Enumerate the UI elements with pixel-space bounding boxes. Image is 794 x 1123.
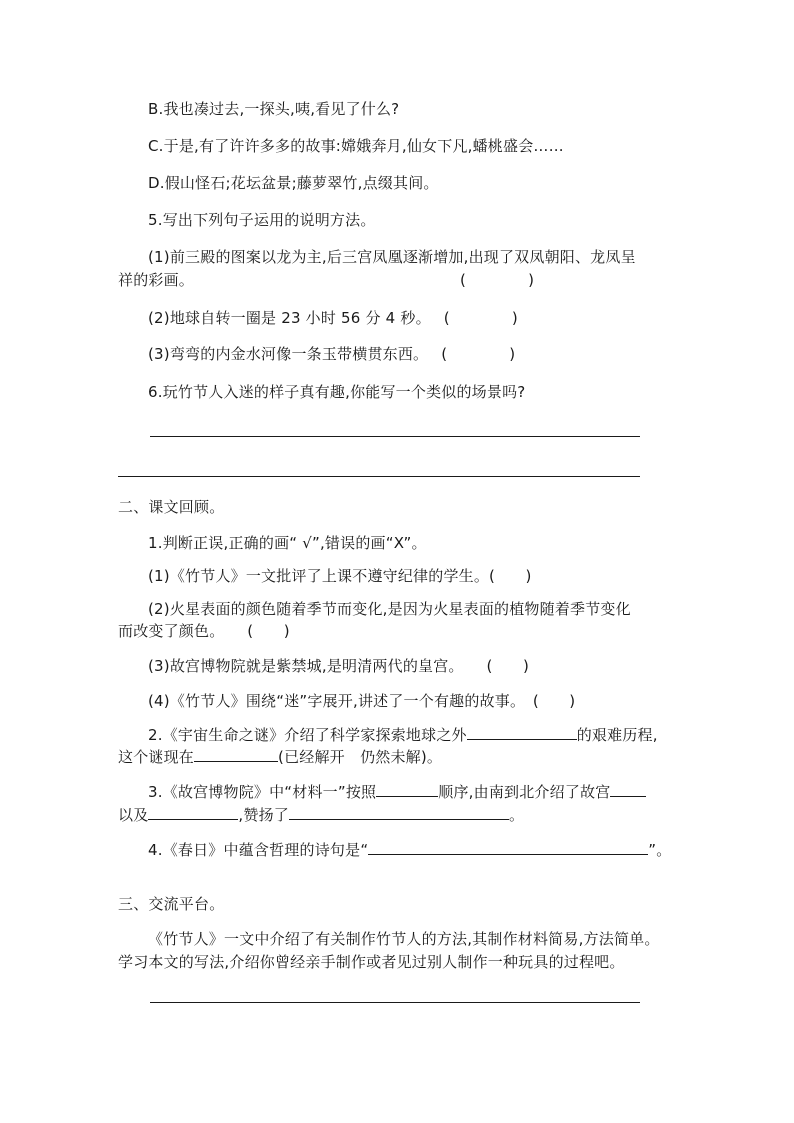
q6-answer-line-1[interactable] <box>150 436 640 437</box>
s2-q3-blank-2[interactable] <box>610 781 646 797</box>
s2-q1-item4: (4)《竹节人》围绕“迷”字展开,讲述了一个有趣的故事。 ( ) <box>148 692 576 710</box>
option-b: B.我也凑过去,一探头,咦,看见了什么? <box>148 100 400 118</box>
s2-q3-line1 <box>148 781 646 802</box>
s2-q3-text-e: 。 <box>508 806 525 824</box>
bracket-close: ) <box>511 309 518 327</box>
s2-q1-item1: (1)《竹节人》一文批评了上课不遵守纪律的学生。( ) <box>148 567 532 585</box>
q5-prompt: 5.写出下列句子运用的说明方法。 <box>148 211 376 229</box>
q5-item2-answer-bracket[interactable] <box>444 309 518 327</box>
s3-answer-line[interactable] <box>150 1002 640 1003</box>
bracket-close: ) <box>528 271 535 289</box>
s2-q2-line2 <box>118 746 442 767</box>
q5-item1-answer-bracket[interactable] <box>460 270 534 290</box>
s2-q3-text-b: 顺序,由南到北介绍了故宫 <box>438 783 611 801</box>
q5-item3-answer-bracket[interactable] <box>441 345 515 363</box>
s2-q2-text-a: 2.《宇宙生命之谜》介绍了科学家探索地球之外 <box>148 726 467 744</box>
s2-q3-line2 <box>118 804 524 825</box>
s2-q3-text-d: ,赞扬了 <box>238 806 289 824</box>
s2-q1-prompt: 1.判断正误,正确的画“ √”,错误的画“X”。 <box>148 534 427 552</box>
q5-item1-line2: 祥的彩画。 <box>118 271 195 289</box>
s2-q2-text-c: 这个谜现在 <box>118 748 195 766</box>
q5-item3-text: (3)弯弯的内金水河像一条玉带横贯东西。 <box>148 345 429 363</box>
section3-title: 三、交流平台。 <box>118 895 225 913</box>
s2-q4-line <box>148 839 671 860</box>
s2-q3-blank-3[interactable] <box>148 804 238 820</box>
s2-q3-blank-1[interactable] <box>376 781 438 797</box>
s2-q3-text-a: 3.《故宫博物院》中“材料一”按照 <box>148 783 377 801</box>
s2-q1-item2-line2: 而改变了颜色。 ( ) <box>118 622 290 640</box>
s2-q3-blank-4[interactable] <box>289 804 509 820</box>
q6-prompt: 6.玩竹节人入迷的样子真有趣,你能写一个类似的场景吗? <box>148 383 526 401</box>
bracket-open: ( <box>441 345 448 363</box>
bracket-open: ( <box>460 271 467 289</box>
q6-answer-line-2[interactable] <box>118 476 640 477</box>
q5-item2 <box>148 308 518 328</box>
bracket-close: ) <box>509 345 516 363</box>
bracket-open: ( <box>443 309 450 327</box>
s2-q2-line1 <box>148 724 658 745</box>
s2-q3-text-c: 以及 <box>118 806 149 824</box>
section2-title: 二、课文回顾。 <box>118 498 225 516</box>
s2-q4-blank[interactable] <box>368 839 648 855</box>
s2-q4-text-a: 4.《春日》中蕴含哲理的诗句是“ <box>148 841 369 859</box>
s2-q1-item3: (3)故宫博物院就是紫禁城,是明清两代的皇宫。 ( ) <box>148 657 530 675</box>
q5-item3 <box>148 344 515 364</box>
s2-q2-text-d: (已经解开 仍然未解)。 <box>278 748 443 766</box>
s3-para-line1: 《竹节人》一文中介绍了有关制作竹节人的方法,其制作材料简易,方法简单。 <box>148 930 660 948</box>
q5-item2-text: (2)地球自转一圈是 23 小时 56 分 4 秒。 <box>148 309 431 327</box>
option-c: C.于是,有了许许多多的故事:嫦娥奔月,仙女下凡,蟠桃盛会…… <box>148 137 564 155</box>
s3-para-line2: 学习本文的写法,介绍你曾经亲手制作或者见过别人制作一种玩具的过程吧。 <box>118 953 625 971</box>
s2-q2-blank-1[interactable] <box>467 724 577 740</box>
s2-q4-text-b: ”。 <box>648 841 672 859</box>
s2-q1-item2-line1: (2)火星表面的颜色随着季节而变化,是因为火星表面的植物随着季节变化 <box>148 600 631 618</box>
s2-q2-blank-2[interactable] <box>194 746 278 762</box>
s2-q2-text-b: 的艰难历程, <box>576 726 658 744</box>
q5-item1-line1: (1)前三殿的图案以龙为主,后三宫凤凰逐渐增加,出现了双凤朝阳、龙凤呈 <box>148 248 636 266</box>
option-d: D.假山怪石;花坛盆景;藤萝翠竹,点缀其间。 <box>148 174 439 192</box>
